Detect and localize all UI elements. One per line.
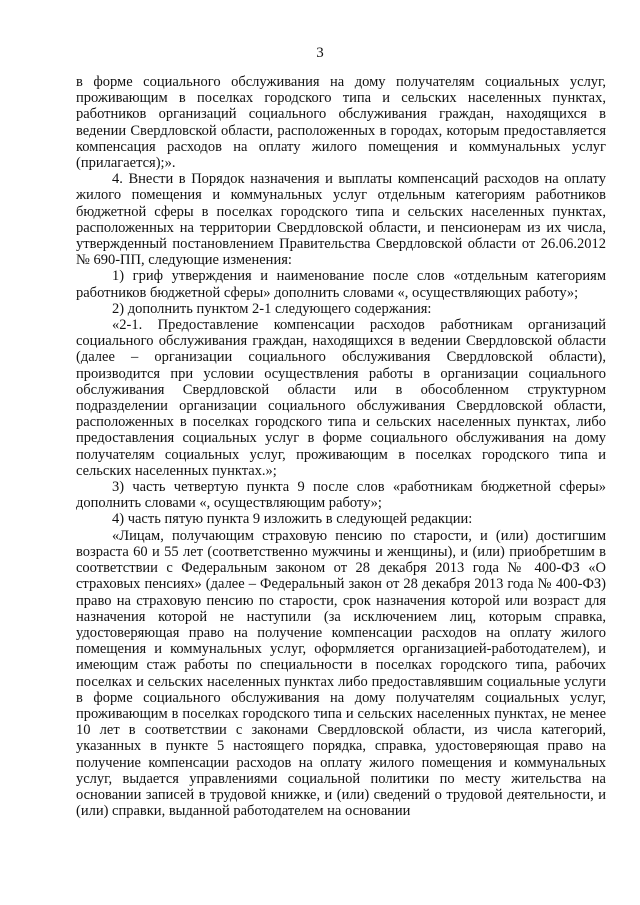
paragraph: 2) дополнить пунктом 2-1 следующего содержания:	[112, 300, 432, 317]
page-number: 3	[316, 45, 324, 61]
document-body	[76, 74, 606, 819]
paragraph: 4) часть пятую пункта 9 изложить в следующей редакции:	[112, 511, 473, 528]
paragraph: в форме социального обслуживания на дому получателям социальных услуг, проживающим в поселках городского типа и сельских населенных пунктах, работников организаций социального обслуживания граждан, находящихся в ведении Свердловской области, расположенных в городах, которым предоставляется компенсация расходов на оплату жилого помещения и коммунальных услуг (прилагается);».	[76, 74, 606, 172]
paragraph: 1) гриф утверждения и наименование после слов «отдельным категориям работников бюджетной сферы» дополнить словами «, осуществляющих работу»;	[76, 268, 606, 301]
paragraph: «Лицам, получающим страховую пенсию по старости, и (или) достигшим возраста 60 и 55 лет (соответственно мужчины и женщины), и (или) приобретшим в соответствии с Федеральным законом от 28 декабря 2013 года № 400-ФЗ «О страховых пенсиях» (далее – Федеральный закон от 28 декабря 2013 года № 400-ФЗ) право на страховую пенсию по старости, срок назначения которой или возраст для назначения которой не наступили (за исключением лиц, которым справка, удостоверяющая право на получение компенсации расходов на оплату жилого помещения и коммунальных услуг, оформляется организацией-работодателем), и имеющим стаж работы по специальности в поселках городского типа, рабочих поселках и сельских населенных пунктах либо предоставлявшим социальные услуги в форме социального обслуживания на дому получателям социальных услуг, проживающим в поселках городского типа и сельских населенных пунктах, не менее 10 лет в соответствии с законами Свердловской области, из числа категорий, указанных в пункте 5 настоящего порядка, справка, удостоверяющая право на получение компенсации расходов на оплату жилого помещения и коммунальных услуг, выдается управлениями социальной политики по месту жительства на основании записей в трудовой книжке, и (или) сведений о трудовой деятельности, и (или) справки, выданной работодателем на основании	[76, 527, 606, 820]
paragraph: «2-1. Предоставление компенсации расходов работникам организаций социального обслуживания граждан, находящихся в ведении Свердловской области (далее – организации социального обслуживания Свердловской области), производится при условии осуществления работы в организации социального обслуживания Свердловской области или в обособленном структурном подразделении организации социального обслуживания Свердловской области, расположенных в поселках городского типа и сельских населенных пунктах, либо предоставления социальных услуг в форме социального обслуживания на дому получателям социальных услуг, проживающим в поселках городского типа и сельских населенных пунктах.»;	[76, 317, 606, 479]
paragraph: 4. Внести в Порядок назначения и выплаты компенсаций расходов на оплату жилого помещения и коммунальных услуг отдельным категориям работников бюджетной сферы в поселках городского типа и сельских населенных пунктах, расположенных на территории Свердловской области, и пенсионерам из их числа, утвержденный постановлением Правительства Свердловской области от 26.06.2012 № 690-ПП, следующие изменения:	[76, 171, 606, 269]
paragraph: 3) часть четвертую пункта 9 после слов «работникам бюджетной сферы» дополнить словами «, осуществляющим работу»;	[76, 479, 606, 512]
